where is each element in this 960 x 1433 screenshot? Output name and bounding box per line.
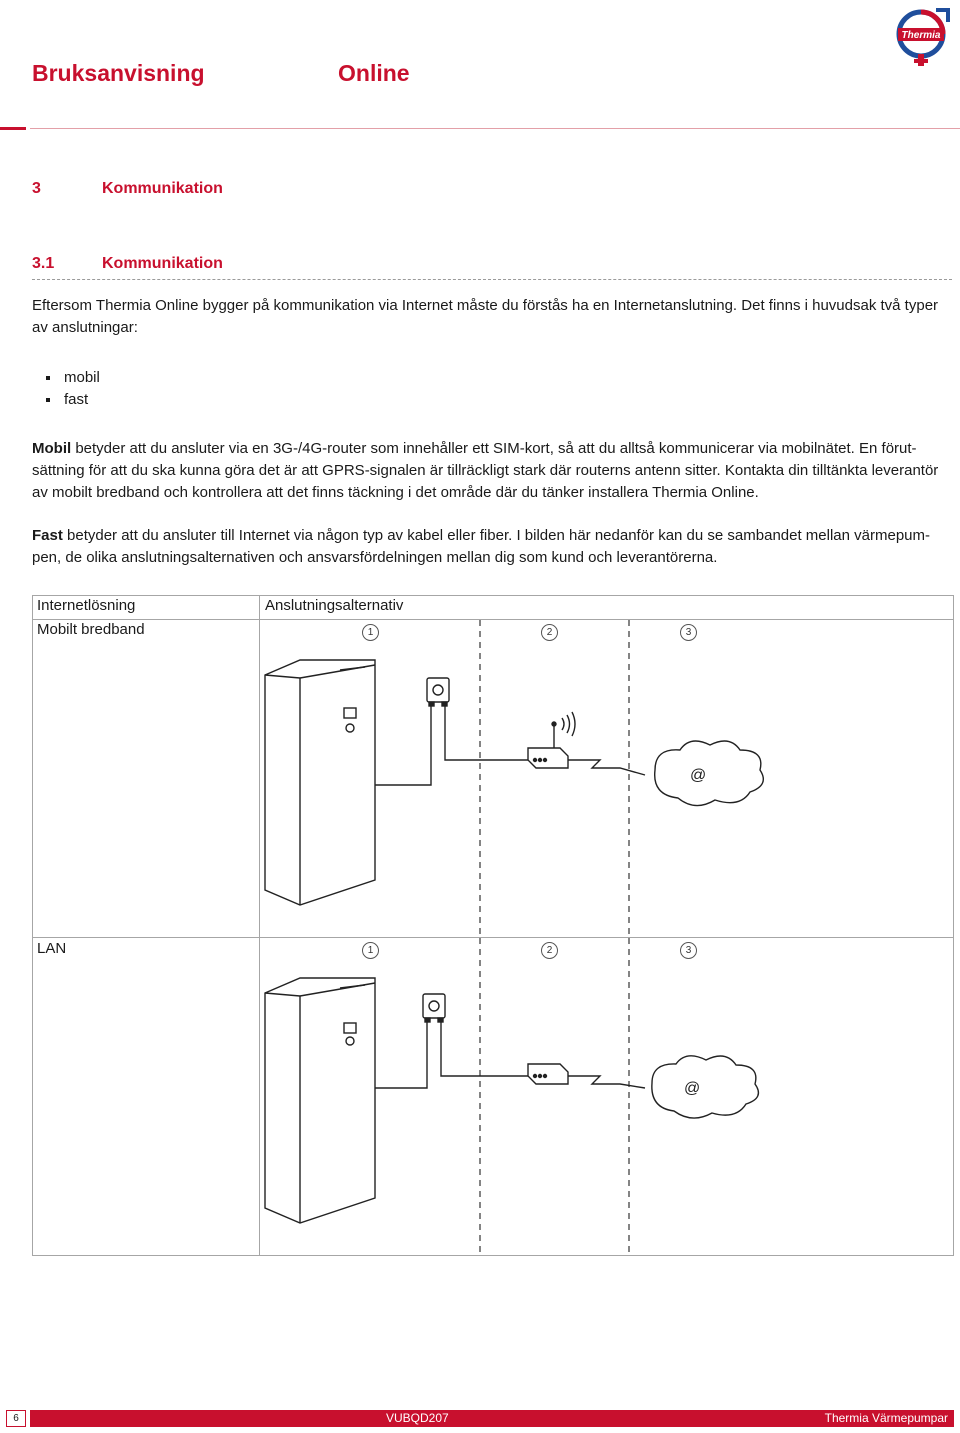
connection-type-list [46,367,100,411]
router-icon [528,1064,645,1088]
marker-2: 2 [541,624,558,641]
intro-paragraph: Eftersom Thermia Online bygger på kommunikation via Internet måste du förstås ha en Internetanslutning. Det finns i huvudsak två typer av anslutningar: [32,297,939,336]
section-number: 3 [32,180,41,197]
marker-3: 3 [680,942,697,959]
table-top-rule [32,595,954,596]
document-title: Bruksanvisning [32,60,205,86]
company-name: Thermia Värmepumpar [824,1411,948,1425]
mobil-lead: Mobil [32,440,72,457]
table-bottom-rule [32,1255,954,1256]
table-header-anslutning: Anslutningsalternativ [265,597,404,614]
marker-2: 2 [541,942,558,959]
control-box-icon [375,678,528,785]
row-label-mobilt: Mobilt bredband [37,621,145,638]
page-number: 6 [6,1410,26,1427]
responsibility-dividers [480,938,629,1255]
table-left-rule [32,595,33,1255]
table-header-internetlosning: Internetlösning [37,597,136,614]
fast-text: betyder att du ansluter till Internet via någon typ av kabel eller fiber. I bilden här nedanför kan du se sambandet mellan värmepumpen, de olika anslutningsalternativen och ansvarsfördelningen mellan dig som kund och leverantörerna. [32,527,931,566]
marker-1: 1 [362,942,379,959]
subsection-rule [32,279,952,280]
table-right-rule [953,595,954,1255]
control-box-icon [375,994,528,1088]
document-code: VUBQD207 [386,1411,449,1425]
list-item: mobil [46,367,100,389]
header-rule-accent [0,127,26,130]
subsection-title: Kommunikation [102,255,223,272]
list-item: fast [46,389,100,411]
subsection-number: 3.1 [32,255,55,272]
marker-1: 1 [362,624,379,641]
section-title: Kommunikation [102,180,223,197]
lan-diagram [260,938,953,1255]
cloud-symbol: @ [684,1080,701,1097]
subsection-heading [32,255,223,273]
mobil-text: betyder att du ansluter via en 3G-/4G-router som innehåller ett SIM-kort, så att du alltså kommunicerar via mobilnätet. En förutsättning för att du ska kunna göra det är att GPRS-signalen är tillräckligt stark där routerns antenn sitter. Kontakta din tilltänkta leverantör av mobilt bredband och kontrollera att det finns täckning i det område där du tänker installera Thermia Online. [32,440,939,501]
section-heading [32,180,223,198]
internet-cloud-icon [655,741,764,806]
internet-cloud-icon [652,1056,759,1118]
header-rule [30,128,960,129]
fast-lead: Fast [32,527,63,544]
fast-paragraph [32,525,952,569]
heat-pump-icon [265,978,375,1223]
router-icon [528,712,645,775]
row-label-lan: LAN [37,940,67,957]
mobil-paragraph [32,438,952,504]
footer-bar [30,1410,954,1427]
document-subtitle: Online [338,60,410,86]
logo-text: Thermia [901,30,941,41]
thermia-logo [890,6,952,68]
mobile-broadband-diagram [260,620,953,937]
marker-3: 3 [680,624,697,641]
heat-pump-icon [265,660,375,905]
responsibility-dividers [480,620,629,937]
cloud-symbol: @ [690,767,707,784]
